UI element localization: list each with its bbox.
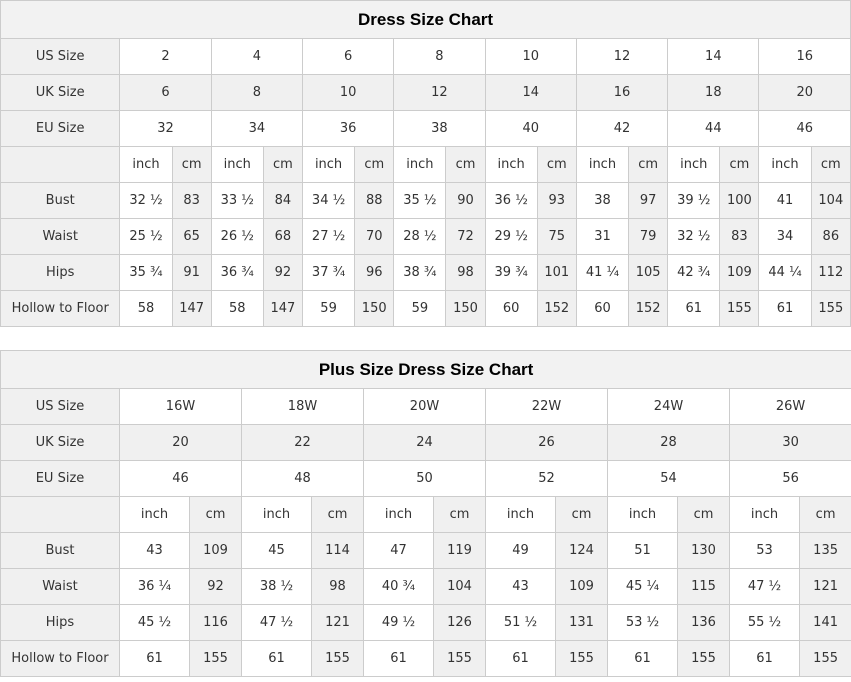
size-value-cell: 18W bbox=[242, 389, 364, 425]
measure-inch-cell: 60 bbox=[576, 291, 628, 327]
measure-inch-cell: 51 bbox=[608, 533, 678, 569]
size-value-cell: 56 bbox=[730, 461, 851, 497]
measure-inch-cell: 38 ½ bbox=[242, 569, 312, 605]
size-value-cell: 20 bbox=[759, 75, 851, 111]
unit-inch-header: inch bbox=[485, 147, 537, 183]
unit-cm-header: cm bbox=[434, 497, 486, 533]
size-value-cell: 8 bbox=[211, 75, 302, 111]
measure-inch-cell: 61 bbox=[730, 641, 800, 677]
measure-cm-cell: 86 bbox=[811, 219, 850, 255]
row-label: EU Size bbox=[1, 461, 120, 497]
measure-cm-cell: 155 bbox=[556, 641, 608, 677]
measure-inch-cell: 61 bbox=[668, 291, 720, 327]
measure-cm-cell: 109 bbox=[190, 533, 242, 569]
measure-inch-cell: 45 bbox=[242, 533, 312, 569]
table-gap bbox=[0, 327, 851, 350]
measure-inch-cell: 36 ¼ bbox=[120, 569, 190, 605]
measure-cm-cell: 155 bbox=[720, 291, 759, 327]
measure-row bbox=[1, 219, 851, 255]
measure-cm-cell: 155 bbox=[811, 291, 850, 327]
size-value-cell: 12 bbox=[576, 39, 667, 75]
measure-cm-cell: 141 bbox=[800, 605, 851, 641]
size-value-cell: 10 bbox=[485, 39, 576, 75]
measure-inch-cell: 39 ½ bbox=[668, 183, 720, 219]
measure-inch-cell: 28 ½ bbox=[394, 219, 446, 255]
measure-cm-cell: 83 bbox=[172, 183, 211, 219]
measure-cm-cell: 155 bbox=[678, 641, 730, 677]
size-value-cell: 34 bbox=[211, 111, 302, 147]
size-value-cell: 10 bbox=[302, 75, 393, 111]
measure-cm-cell: 115 bbox=[678, 569, 730, 605]
size-value-cell: 16W bbox=[120, 389, 242, 425]
measure-row bbox=[1, 183, 851, 219]
measure-cm-cell: 79 bbox=[629, 219, 668, 255]
measure-inch-cell: 47 ½ bbox=[730, 569, 800, 605]
measure-cm-cell: 92 bbox=[190, 569, 242, 605]
size-value-cell: 22 bbox=[242, 425, 364, 461]
measure-inch-cell: 38 bbox=[576, 183, 628, 219]
measure-cm-cell: 131 bbox=[556, 605, 608, 641]
measure-inch-cell: 32 ½ bbox=[120, 183, 172, 219]
measure-inch-cell: 35 ½ bbox=[394, 183, 446, 219]
measure-inch-cell: 31 bbox=[576, 219, 628, 255]
measure-cm-cell: 155 bbox=[434, 641, 486, 677]
unit-cm-header: cm bbox=[556, 497, 608, 533]
unit-cm-header: cm bbox=[355, 147, 394, 183]
size-value-cell: 20 bbox=[120, 425, 242, 461]
measure-inch-cell: 36 ½ bbox=[485, 183, 537, 219]
unit-inch-header: inch bbox=[120, 497, 190, 533]
measure-cm-cell: 105 bbox=[629, 255, 668, 291]
unit-cm-header: cm bbox=[172, 147, 211, 183]
unit-cm-header: cm bbox=[537, 147, 576, 183]
size-value-cell: 18 bbox=[668, 75, 759, 111]
size-value-cell: 6 bbox=[302, 39, 393, 75]
unit-inch-header: inch bbox=[394, 147, 446, 183]
size-value-cell: 48 bbox=[242, 461, 364, 497]
unit-cm-header: cm bbox=[263, 147, 302, 183]
measure-inch-cell: 34 bbox=[759, 219, 811, 255]
unit-inch-header: inch bbox=[242, 497, 312, 533]
unit-inch-header: inch bbox=[211, 147, 263, 183]
measure-inch-cell: 41 ¼ bbox=[576, 255, 628, 291]
measure-cm-cell: 147 bbox=[172, 291, 211, 327]
title-row bbox=[1, 1, 851, 39]
measure-inch-cell: 36 ¾ bbox=[211, 255, 263, 291]
size-value-cell: 24 bbox=[364, 425, 486, 461]
measure-inch-cell: 35 ¾ bbox=[120, 255, 172, 291]
row-label: Bust bbox=[1, 533, 120, 569]
measure-cm-cell: 101 bbox=[537, 255, 576, 291]
measure-cm-cell: 88 bbox=[355, 183, 394, 219]
measure-cm-cell: 92 bbox=[263, 255, 302, 291]
unit-inch-header: inch bbox=[668, 147, 720, 183]
unit-cm-header: cm bbox=[629, 147, 668, 183]
measure-cm-cell: 91 bbox=[172, 255, 211, 291]
measure-inch-cell: 43 bbox=[486, 569, 556, 605]
size-value-cell: 24W bbox=[608, 389, 730, 425]
row-label: US Size bbox=[1, 39, 120, 75]
table-title: Dress Size Chart bbox=[1, 1, 851, 39]
measure-cm-cell: 130 bbox=[678, 533, 730, 569]
measure-inch-cell: 55 ½ bbox=[730, 605, 800, 641]
measure-inch-cell: 45 ¼ bbox=[608, 569, 678, 605]
size-value-cell: 16 bbox=[576, 75, 667, 111]
measure-inch-cell: 43 bbox=[120, 533, 190, 569]
unit-cm-header: cm bbox=[720, 147, 759, 183]
size-row bbox=[1, 111, 851, 147]
measure-inch-cell: 58 bbox=[211, 291, 263, 327]
unit-header-row bbox=[1, 497, 851, 533]
size-value-cell: 28 bbox=[608, 425, 730, 461]
measure-inch-cell: 32 ½ bbox=[668, 219, 720, 255]
unit-inch-header: inch bbox=[302, 147, 354, 183]
row-label: EU Size bbox=[1, 111, 120, 147]
measure-cm-cell: 119 bbox=[434, 533, 486, 569]
unit-inch-header: inch bbox=[120, 147, 172, 183]
row-label: Waist bbox=[1, 219, 120, 255]
measure-cm-cell: 112 bbox=[811, 255, 850, 291]
measure-cm-cell: 96 bbox=[355, 255, 394, 291]
measure-cm-cell: 150 bbox=[355, 291, 394, 327]
size-row bbox=[1, 75, 851, 111]
unit-inch-header: inch bbox=[486, 497, 556, 533]
measure-cm-cell: 109 bbox=[720, 255, 759, 291]
size-value-cell: 52 bbox=[486, 461, 608, 497]
measure-inch-cell: 53 bbox=[730, 533, 800, 569]
measure-cm-cell: 83 bbox=[720, 219, 759, 255]
measure-cm-cell: 121 bbox=[800, 569, 851, 605]
measure-inch-cell: 61 bbox=[242, 641, 312, 677]
size-value-cell: 40 bbox=[485, 111, 576, 147]
unit-cm-header: cm bbox=[312, 497, 364, 533]
size-value-cell: 32 bbox=[120, 111, 211, 147]
size-value-cell: 42 bbox=[576, 111, 667, 147]
measure-inch-cell: 61 bbox=[759, 291, 811, 327]
unit-inch-header: inch bbox=[364, 497, 434, 533]
size-value-cell: 14 bbox=[668, 39, 759, 75]
measure-cm-cell: 147 bbox=[263, 291, 302, 327]
measure-cm-cell: 90 bbox=[446, 183, 485, 219]
measure-cm-cell: 98 bbox=[446, 255, 485, 291]
measure-inch-cell: 61 bbox=[486, 641, 556, 677]
measure-cm-cell: 93 bbox=[537, 183, 576, 219]
measure-cm-cell: 97 bbox=[629, 183, 668, 219]
size-row bbox=[1, 425, 851, 461]
measure-inch-cell: 47 bbox=[364, 533, 434, 569]
measure-cm-cell: 150 bbox=[446, 291, 485, 327]
measure-cm-cell: 155 bbox=[190, 641, 242, 677]
measure-row bbox=[1, 569, 851, 605]
measure-cm-cell: 100 bbox=[720, 183, 759, 219]
unit-inch-header: inch bbox=[576, 147, 628, 183]
measure-inch-cell: 47 ½ bbox=[242, 605, 312, 641]
size-value-cell: 50 bbox=[364, 461, 486, 497]
row-label: Hollow to Floor bbox=[1, 291, 120, 327]
size-value-cell: 14 bbox=[485, 75, 576, 111]
measure-inch-cell: 39 ¾ bbox=[485, 255, 537, 291]
measure-row bbox=[1, 533, 851, 569]
size-value-cell: 16 bbox=[759, 39, 851, 75]
measure-inch-cell: 61 bbox=[120, 641, 190, 677]
measure-inch-cell: 42 ¾ bbox=[668, 255, 720, 291]
measure-inch-cell: 29 ½ bbox=[485, 219, 537, 255]
measure-cm-cell: 104 bbox=[434, 569, 486, 605]
measure-inch-cell: 58 bbox=[120, 291, 172, 327]
measure-inch-cell: 49 ½ bbox=[364, 605, 434, 641]
measure-inch-cell: 37 ¾ bbox=[302, 255, 354, 291]
unit-row-label bbox=[1, 147, 120, 183]
measure-cm-cell: 104 bbox=[811, 183, 850, 219]
measure-row bbox=[1, 255, 851, 291]
size-value-cell: 30 bbox=[730, 425, 851, 461]
measure-row bbox=[1, 291, 851, 327]
size-value-cell: 12 bbox=[394, 75, 485, 111]
measure-cm-cell: 126 bbox=[434, 605, 486, 641]
row-label: Waist bbox=[1, 569, 120, 605]
row-label: Hips bbox=[1, 605, 120, 641]
table-title: Plus Size Dress Size Chart bbox=[1, 351, 851, 389]
measure-cm-cell: 116 bbox=[190, 605, 242, 641]
size-value-cell: 26 bbox=[486, 425, 608, 461]
unit-cm-header: cm bbox=[811, 147, 850, 183]
measure-inch-cell: 61 bbox=[364, 641, 434, 677]
unit-inch-header: inch bbox=[730, 497, 800, 533]
size-value-cell: 44 bbox=[668, 111, 759, 147]
unit-inch-header: inch bbox=[608, 497, 678, 533]
measure-inch-cell: 44 ¼ bbox=[759, 255, 811, 291]
measure-inch-cell: 26 ½ bbox=[211, 219, 263, 255]
size-value-cell: 46 bbox=[120, 461, 242, 497]
measure-cm-cell: 109 bbox=[556, 569, 608, 605]
size-row bbox=[1, 389, 851, 425]
size-value-cell: 46 bbox=[759, 111, 851, 147]
row-label: Hips bbox=[1, 255, 120, 291]
size-value-cell: 20W bbox=[364, 389, 486, 425]
measure-cm-cell: 155 bbox=[800, 641, 851, 677]
row-label: Hollow to Floor bbox=[1, 641, 120, 677]
measure-inch-cell: 53 ½ bbox=[608, 605, 678, 641]
size-value-cell: 2 bbox=[120, 39, 211, 75]
row-label: US Size bbox=[1, 389, 120, 425]
measure-cm-cell: 121 bbox=[312, 605, 364, 641]
measure-cm-cell: 98 bbox=[312, 569, 364, 605]
title-row bbox=[1, 351, 851, 389]
measure-cm-cell: 136 bbox=[678, 605, 730, 641]
dress-size-chart-table bbox=[0, 0, 851, 327]
measure-inch-cell: 25 ½ bbox=[120, 219, 172, 255]
measure-inch-cell: 51 ½ bbox=[486, 605, 556, 641]
size-value-cell: 22W bbox=[486, 389, 608, 425]
measure-cm-cell: 84 bbox=[263, 183, 302, 219]
unit-inch-header: inch bbox=[759, 147, 811, 183]
measure-inch-cell: 59 bbox=[302, 291, 354, 327]
measure-inch-cell: 49 bbox=[486, 533, 556, 569]
unit-cm-header: cm bbox=[190, 497, 242, 533]
size-row bbox=[1, 39, 851, 75]
measure-cm-cell: 152 bbox=[537, 291, 576, 327]
measure-inch-cell: 40 ¾ bbox=[364, 569, 434, 605]
size-value-cell: 6 bbox=[120, 75, 211, 111]
measure-cm-cell: 152 bbox=[629, 291, 668, 327]
measure-cm-cell: 114 bbox=[312, 533, 364, 569]
measure-row bbox=[1, 641, 851, 677]
unit-cm-header: cm bbox=[446, 147, 485, 183]
row-label: UK Size bbox=[1, 425, 120, 461]
measure-inch-cell: 59 bbox=[394, 291, 446, 327]
size-value-cell: 8 bbox=[394, 39, 485, 75]
measure-cm-cell: 155 bbox=[312, 641, 364, 677]
measure-cm-cell: 65 bbox=[172, 219, 211, 255]
measure-inch-cell: 34 ½ bbox=[302, 183, 354, 219]
measure-inch-cell: 45 ½ bbox=[120, 605, 190, 641]
measure-inch-cell: 38 ¾ bbox=[394, 255, 446, 291]
unit-row-label bbox=[1, 497, 120, 533]
size-value-cell: 38 bbox=[394, 111, 485, 147]
size-value-cell: 54 bbox=[608, 461, 730, 497]
measure-cm-cell: 124 bbox=[556, 533, 608, 569]
unit-cm-header: cm bbox=[800, 497, 851, 533]
measure-inch-cell: 27 ½ bbox=[302, 219, 354, 255]
measure-inch-cell: 33 ½ bbox=[211, 183, 263, 219]
plus-size-dress-size-chart-table bbox=[0, 350, 851, 677]
measure-cm-cell: 135 bbox=[800, 533, 851, 569]
measure-row bbox=[1, 605, 851, 641]
size-value-cell: 4 bbox=[211, 39, 302, 75]
size-value-cell: 36 bbox=[302, 111, 393, 147]
size-value-cell: 26W bbox=[730, 389, 851, 425]
measure-cm-cell: 72 bbox=[446, 219, 485, 255]
unit-header-row bbox=[1, 147, 851, 183]
row-label: Bust bbox=[1, 183, 120, 219]
measure-inch-cell: 41 bbox=[759, 183, 811, 219]
measure-inch-cell: 60 bbox=[485, 291, 537, 327]
measure-cm-cell: 68 bbox=[263, 219, 302, 255]
measure-cm-cell: 75 bbox=[537, 219, 576, 255]
size-row bbox=[1, 461, 851, 497]
unit-cm-header: cm bbox=[678, 497, 730, 533]
measure-inch-cell: 61 bbox=[608, 641, 678, 677]
measure-cm-cell: 70 bbox=[355, 219, 394, 255]
row-label: UK Size bbox=[1, 75, 120, 111]
